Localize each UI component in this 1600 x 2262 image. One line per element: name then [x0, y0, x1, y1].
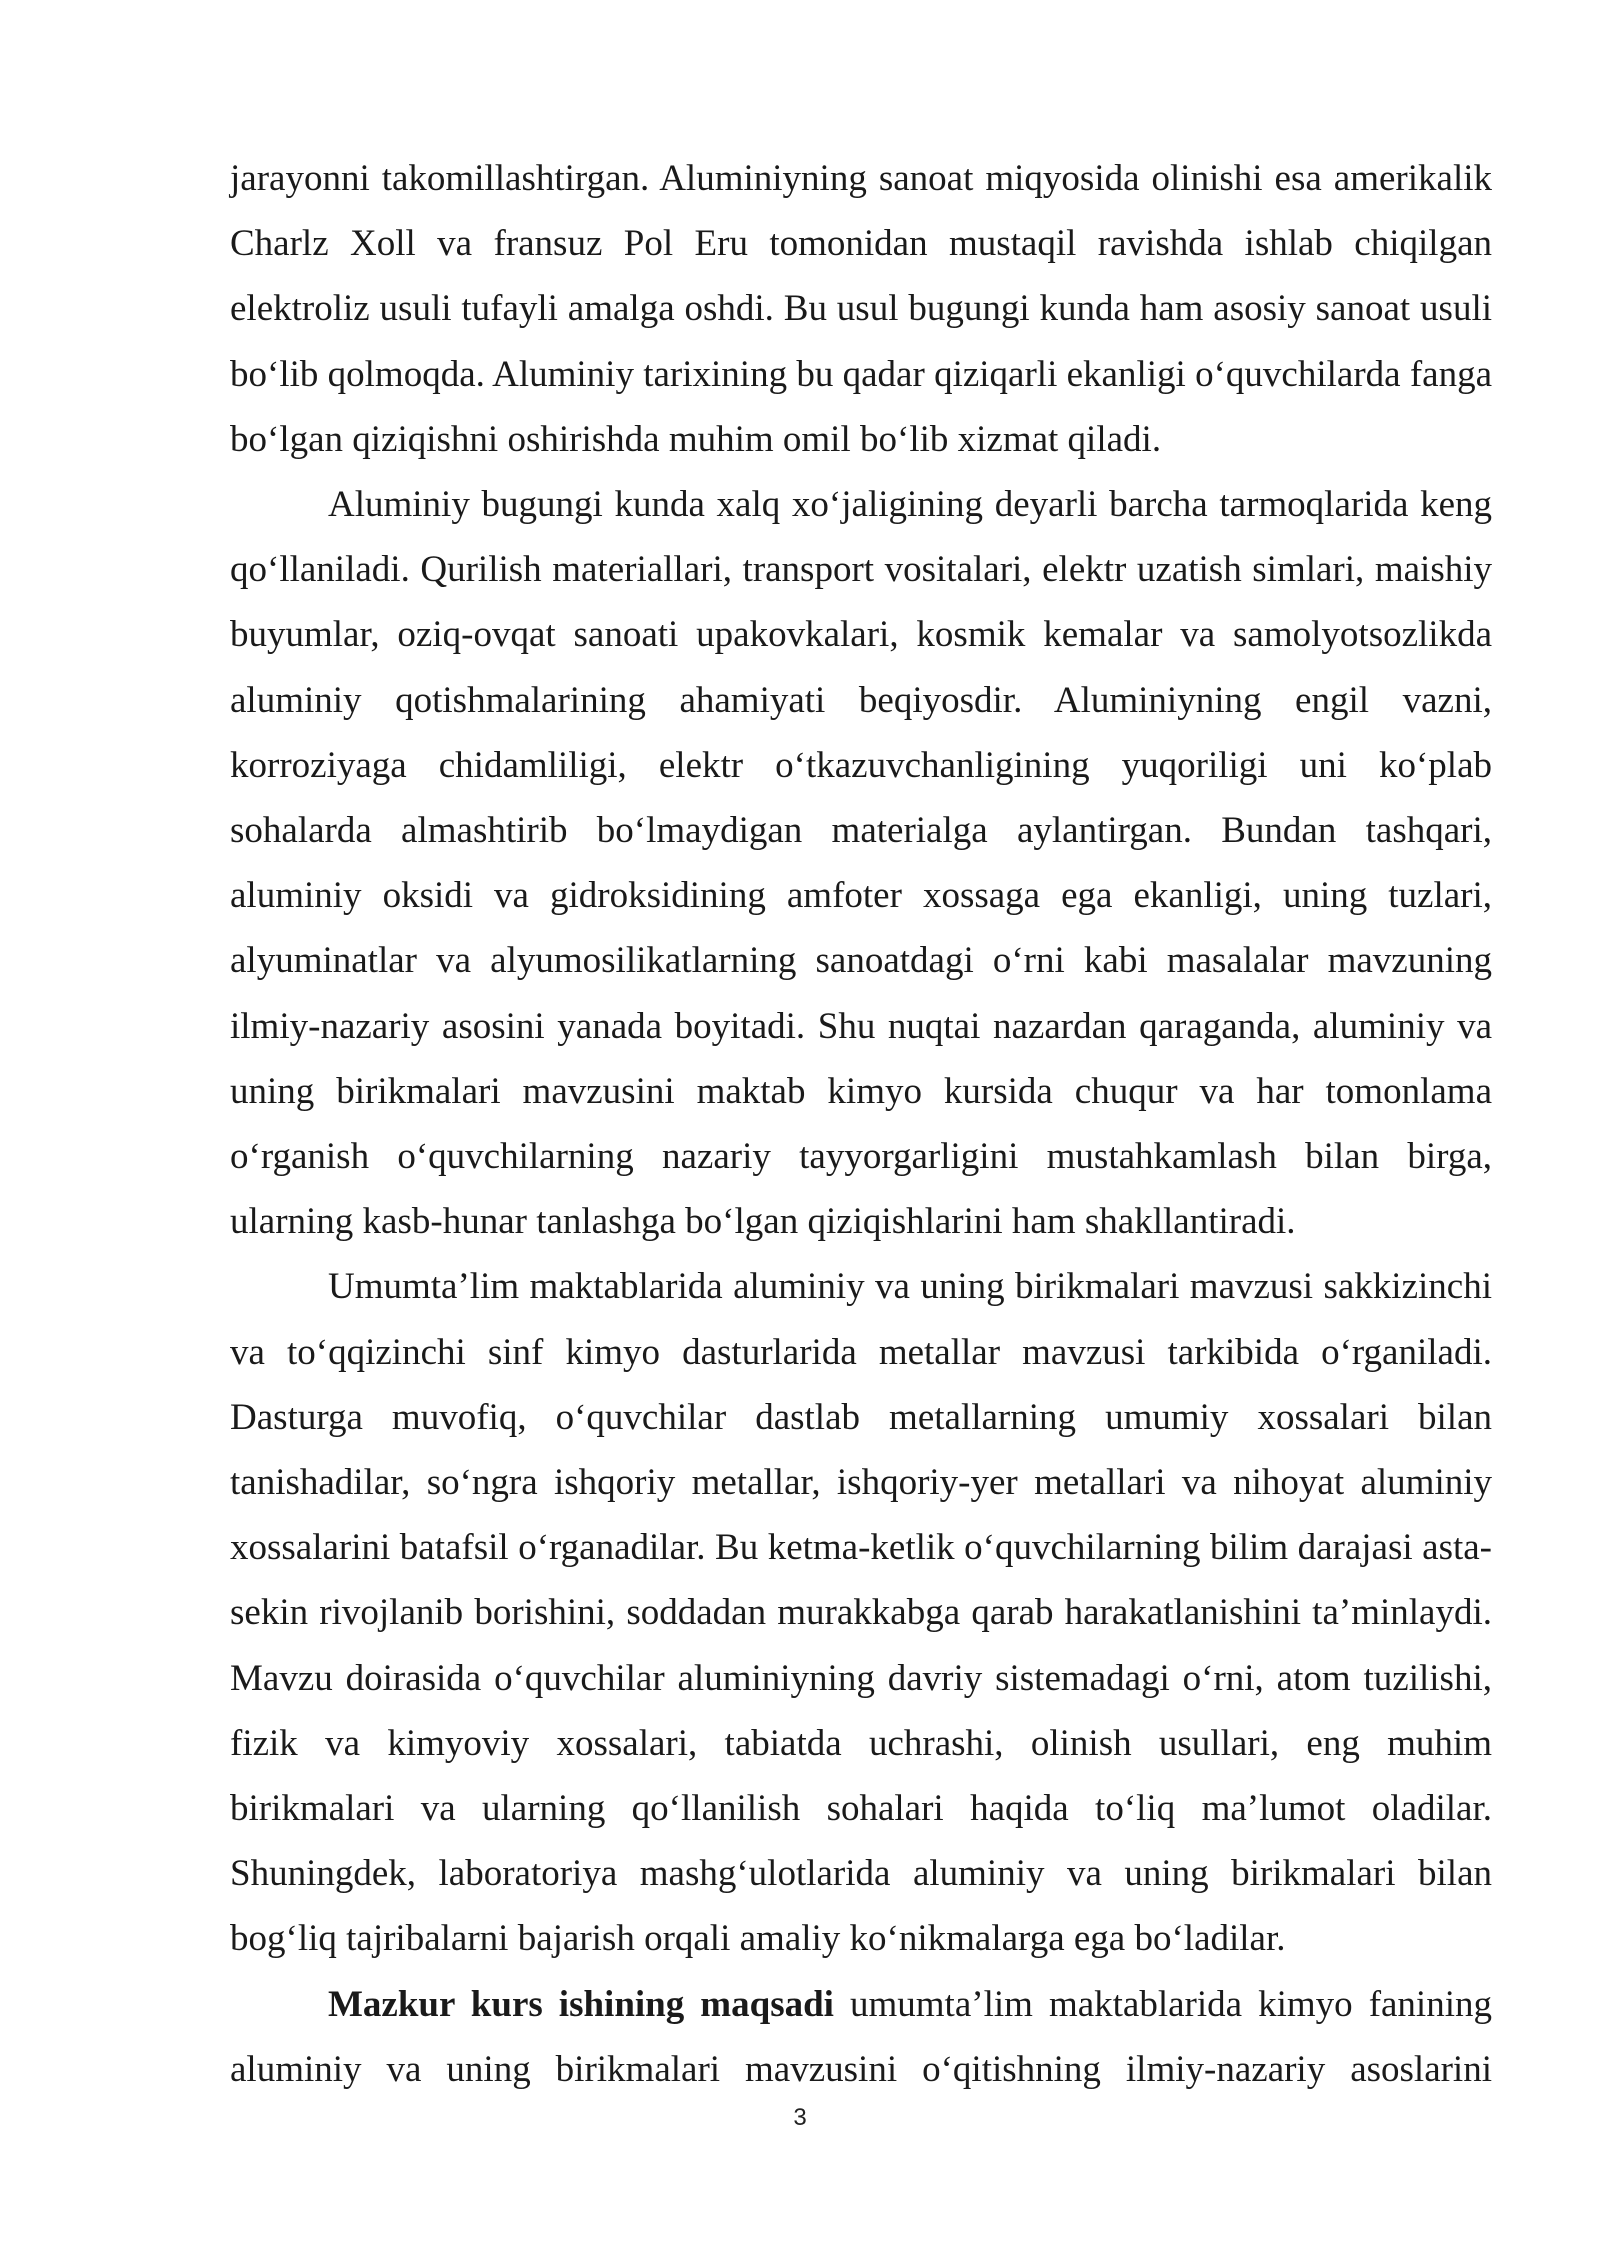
- page-number: 3: [793, 2104, 807, 2131]
- paragraph-aluminium-applications: Aluminiy bugungi kunda xalq xo‘jaligining deyarli barcha tarmoqlarida keng qo‘llaniladi. Qurilish materiallari, transport vositalari, elektr uzatish simlari, maishiy buyumlar, oziq-ovqat sanoati upakovkalari, kosmik kemalar va samolyotsozlikda aluminiy qotishmalarining ahamiyati beqiyosdir. Aluminiyning engil vazni, korroziyaga chidamliligi, elektr o‘tkazuvchanligining yuqoriligi uni ko‘plab sohalarda almashtirib bo‘lmaydigan materialga aylantirgan. Bundan tashqari, aluminiy oksidi va gidroksidining amfoter xossaga ega ekanligi, uning tuzlari, alyuminatlar va alyumosilikatlarning sanoatdagi o‘rni kabi masalalar mavzuning ilmiy-nazariy asosini yanada boyitadi. Shu nuqtai nazardan qaraganda, aluminiy va uning birikmalari mavzusini maktab kimyo kursida chuqur va har tomonlama o‘rganish o‘quvchilarning nazariy tayyorgarligini mustahkamlash bilan birga, ularning kasb-hunar tanlashga bo‘lgan qiziqishlarini ham shakllantiradi.: [230, 484, 1492, 1243]
- paragraph-course-goal: [230, 1972, 1492, 2102]
- course-goal-heading: Mazkur kurs ishining maqsadi: [328, 1983, 834, 2025]
- paragraph-continuation: jarayonni takomillashtirgan. Aluminiyning sanoat miqyosida olinishi esa amerikalik Charlz Xoll va fransuz Pol Eru tomonidan mustaqil ravishda ishlab chiqilgan elektroliz usuli tufayli amalga oshdi. Bu usul bugungi kunda ham asosiy sanoat usuli bo‘lib qolmoqda. Aluminiy tarixining bu qadar qiziqarli ekanligi o‘quvchilarda fanga bo‘lgan qiziqishni oshirishda muhim omil bo‘lib xizmat qiladi.: [230, 158, 1492, 460]
- body-text: [230, 146, 1492, 2102]
- course-goal-text: umumta’lim maktablarida kimyo fanining aluminiy va uning birikmalari mavzusini o‘qitishning ilmiy-nazariy asoslarini: [230, 1983, 1492, 2090]
- paragraph-school-curriculum: Umumta’lim maktablarida aluminiy va uning birikmalari mavzusi sakkizinchi va to‘qqizinchi sinf kimyo dasturlarida metallar mavzusi tarkibida o‘rganiladi. Dasturga muvofiq, o‘quvchilar dastlab metallarning umumiy xossalari bilan tanishadilar, so‘ngra ishqoriy metallar, ishqoriy-yer metallari va nihoyat aluminiy xossalarini batafsil o‘rganadilar. Bu ketma-ketlik o‘quvchilarning bilim darajasi asta-sekin rivojlanib borishini, soddadan murakkabga qarab harakatlanishini ta’minlaydi. Mavzu doirasida o‘quvchilar aluminiyning davriy sistemadagi o‘rni, atom tuzilishi, fizik va kimyoviy xossalari, tabiatda uchrashi, olinish usullari, eng muhim birikmalari va ularning qo‘llanilish sohalari haqida to‘liq ma’lumot oladilar. Shuningdek, laboratoriya mashg‘ulotlarida aluminiy va uning birikmalari bilan bog‘liq tajribalarni bajarish orqali amaliy ko‘nikmalarga ega bo‘ladilar.: [230, 1266, 1492, 1960]
